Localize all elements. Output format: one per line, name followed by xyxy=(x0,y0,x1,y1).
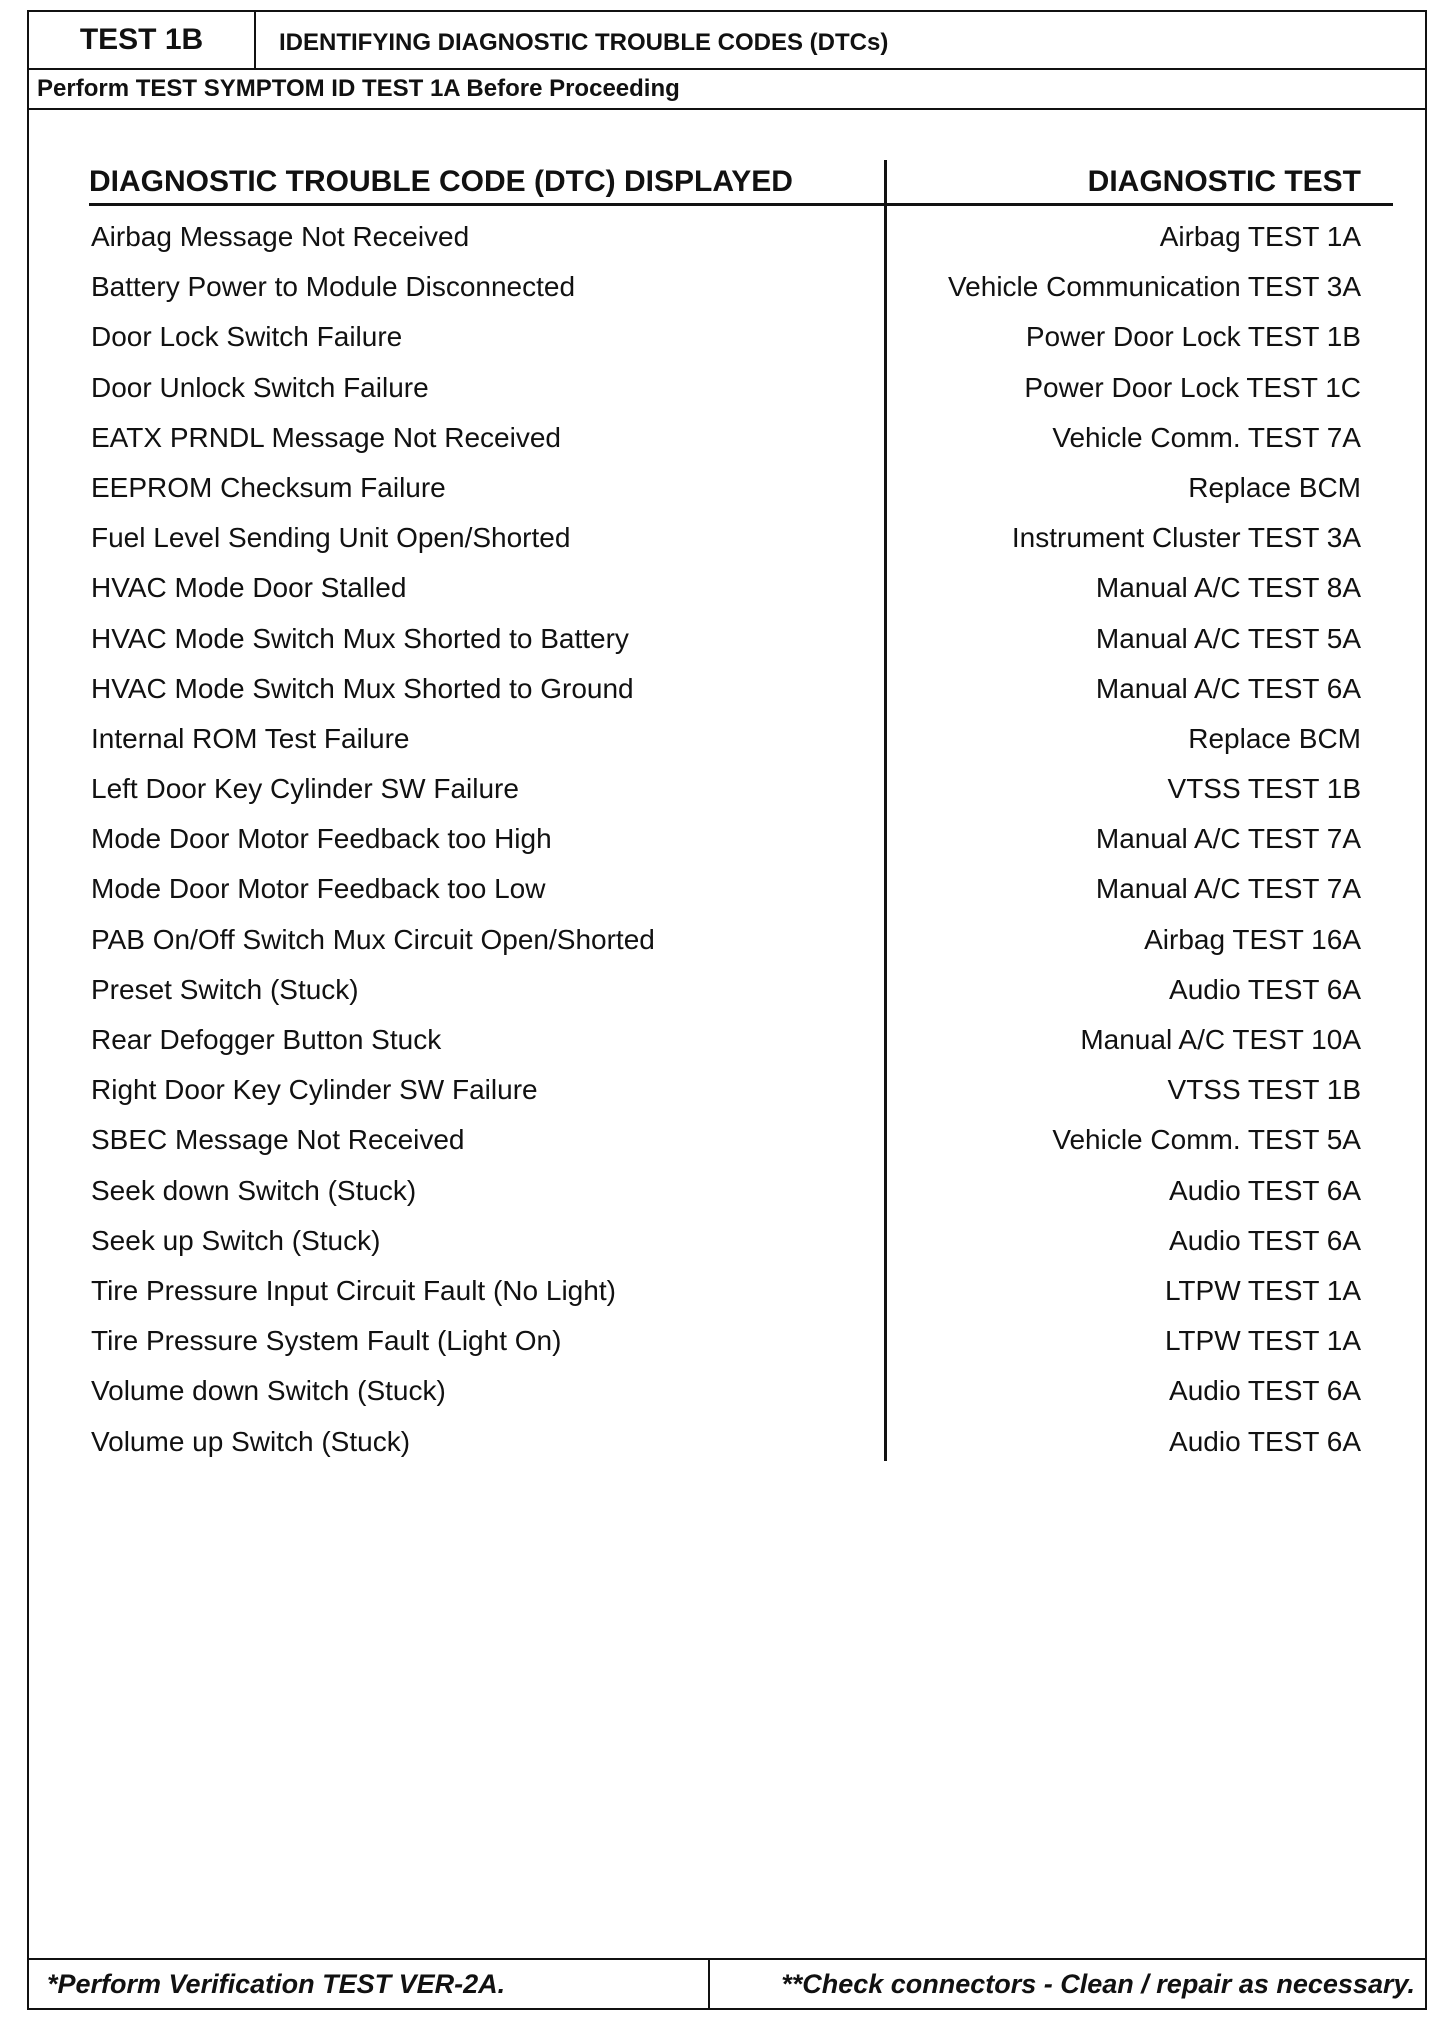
dtc-cell: Rear Defogger Button Stuck xyxy=(91,1024,442,1055)
diagnostic-test-cell: Vehicle Communication TEST 3A xyxy=(948,271,1361,303)
dtc-cell: EEPROM Checksum Failure xyxy=(91,471,446,503)
diagnostic-test-cell: Manual A/C TEST 6A xyxy=(1095,672,1361,704)
diagnostic-test-cell: Manual A/C TEST 8A xyxy=(1095,572,1361,604)
dtc-cell: PAB On/Off Switch Mux Circuit Open/Shorted xyxy=(91,923,655,955)
table-row xyxy=(29,915,1425,965)
dtc-table xyxy=(29,212,1425,1467)
table-row xyxy=(29,1216,1425,1266)
dtc-cell: HVAC Mode Switch Mux Shorted to Ground xyxy=(91,672,634,704)
dtc-cell: Internal ROM Test Failure xyxy=(91,722,410,754)
diagnostic-test-cell: Replace BCM xyxy=(1188,722,1361,754)
table-row xyxy=(29,513,1425,563)
diagnostic-test-cell: Replace BCM xyxy=(1188,471,1361,503)
diagnostic-test-cell: Power Door Lock TEST 1C xyxy=(1024,371,1361,403)
table-row xyxy=(29,312,1425,362)
table-row xyxy=(29,413,1425,463)
diagnostic-test-cell: Audio TEST 6A xyxy=(1169,1224,1361,1256)
diagnostic-test-cell: Audio TEST 6A xyxy=(1169,1174,1361,1206)
dtc-cell: Seek down Switch (Stuck) xyxy=(91,1174,417,1206)
diagnostic-test-cell: LTPW TEST 1A xyxy=(1164,1274,1361,1306)
table-row xyxy=(29,864,1425,914)
dtc-cell: Volume up Switch (Stuck) xyxy=(91,1425,411,1457)
dtc-cell: Airbag Message Not Received xyxy=(91,221,470,252)
dtc-cell: Tire Pressure System Fault (Light On) xyxy=(91,1325,562,1357)
diagnostic-test-cell: Instrument Cluster TEST 3A xyxy=(1011,522,1361,554)
dtc-cell: Door Lock Switch Failure xyxy=(91,321,403,353)
table-row xyxy=(29,1015,1425,1065)
dtc-cell: Volume down Switch (Stuck) xyxy=(91,1375,446,1407)
diagnostic-test-cell: Manual A/C TEST 7A xyxy=(1095,823,1361,855)
diagnostic-test-cell: VTSS TEST 1B xyxy=(1167,1074,1361,1106)
table-row xyxy=(29,965,1425,1015)
footer-verification-note: *Perform Verification TEST VER-2A. xyxy=(29,1960,710,2008)
diagnostic-test-cell: Vehicle Comm. TEST 7A xyxy=(1052,421,1361,453)
dtc-cell: SBEC Message Not Received xyxy=(91,1124,465,1156)
table-row xyxy=(29,1266,1425,1316)
table-row xyxy=(29,764,1425,814)
dtc-cell: Mode Door Motor Feedback too High xyxy=(91,823,552,855)
diagnostic-test-cell: Manual A/C TEST 7A xyxy=(1095,873,1361,905)
footer xyxy=(29,1958,1425,2008)
test-id: TEST 1B xyxy=(29,12,256,68)
table-row xyxy=(29,714,1425,764)
table-row xyxy=(29,614,1425,664)
table-row xyxy=(29,463,1425,513)
table-row xyxy=(29,563,1425,613)
dtc-cell: Fuel Level Sending Unit Open/Shorted xyxy=(91,522,571,554)
diagnostic-test-cell: Airbag TEST 1A xyxy=(1159,221,1361,252)
table-row xyxy=(29,1417,1425,1467)
dtc-cell: Left Door Key Cylinder SW Failure xyxy=(91,773,519,805)
dtc-cell: Battery Power to Module Disconnected xyxy=(91,271,576,303)
dtc-cell: Right Door Key Cylinder SW Failure xyxy=(91,1074,538,1106)
diagnostic-test-cell: Airbag TEST 16A xyxy=(1144,923,1361,955)
table-row xyxy=(29,1115,1425,1165)
header-row xyxy=(29,12,1425,70)
diagnostic-test-cell: VTSS TEST 1B xyxy=(1167,773,1361,805)
dtc-cell: EATX PRNDL Message Not Received xyxy=(91,421,561,453)
dtc-cell: HVAC Mode Door Stalled xyxy=(91,572,407,604)
dtc-cell: HVAC Mode Switch Mux Shorted to Battery xyxy=(91,622,629,654)
table-row xyxy=(29,363,1425,413)
dtc-cell: Seek up Switch (Stuck) xyxy=(91,1224,381,1256)
table-row xyxy=(29,1166,1425,1216)
table-row xyxy=(29,1316,1425,1366)
diagnostic-test-cell: Audio TEST 6A xyxy=(1169,1375,1361,1407)
page-title: IDENTIFYING DIAGNOSTIC TROUBLE CODES (DTCs) xyxy=(279,29,889,56)
table-row xyxy=(29,664,1425,714)
dtc-cell: Tire Pressure Input Circuit Fault (No Light) xyxy=(91,1274,616,1306)
column-header-diagnostic-test: DIAGNOSTIC TEST xyxy=(1087,165,1361,198)
diagnostic-test-cell: Audio TEST 6A xyxy=(1169,1425,1361,1457)
table-row xyxy=(29,1366,1425,1416)
dtc-cell: Preset Switch (Stuck) xyxy=(91,973,359,1005)
dtc-cell: Mode Door Motor Feedback too Low xyxy=(91,873,546,905)
table-row xyxy=(29,262,1425,312)
header-rule xyxy=(89,203,1393,206)
diagnostic-test-cell: Manual A/C TEST 10A xyxy=(1080,1024,1361,1055)
prerequisite-note: Perform TEST SYMPTOM ID TEST 1A Before Proceeding xyxy=(29,70,1425,110)
table-row xyxy=(29,1065,1425,1115)
diagnostic-test-cell: Audio TEST 6A xyxy=(1169,973,1361,1005)
document-frame xyxy=(27,10,1427,2010)
diagnostic-test-cell: Manual A/C TEST 5A xyxy=(1095,622,1361,654)
diagnostic-test-cell: Power Door Lock TEST 1B xyxy=(1025,321,1361,353)
table-row xyxy=(29,814,1425,864)
footer-connector-note: **Check connectors - Clean / repair as necessary. xyxy=(781,1969,1415,1999)
diagnostic-test-cell: Vehicle Comm. TEST 5A xyxy=(1052,1124,1361,1156)
column-header-dtc: DIAGNOSTIC TROUBLE CODE (DTC) DISPLAYED xyxy=(89,165,793,198)
table-row xyxy=(29,212,1425,262)
diagnostic-test-cell: LTPW TEST 1A xyxy=(1164,1325,1361,1357)
dtc-cell: Door Unlock Switch Failure xyxy=(91,371,429,403)
